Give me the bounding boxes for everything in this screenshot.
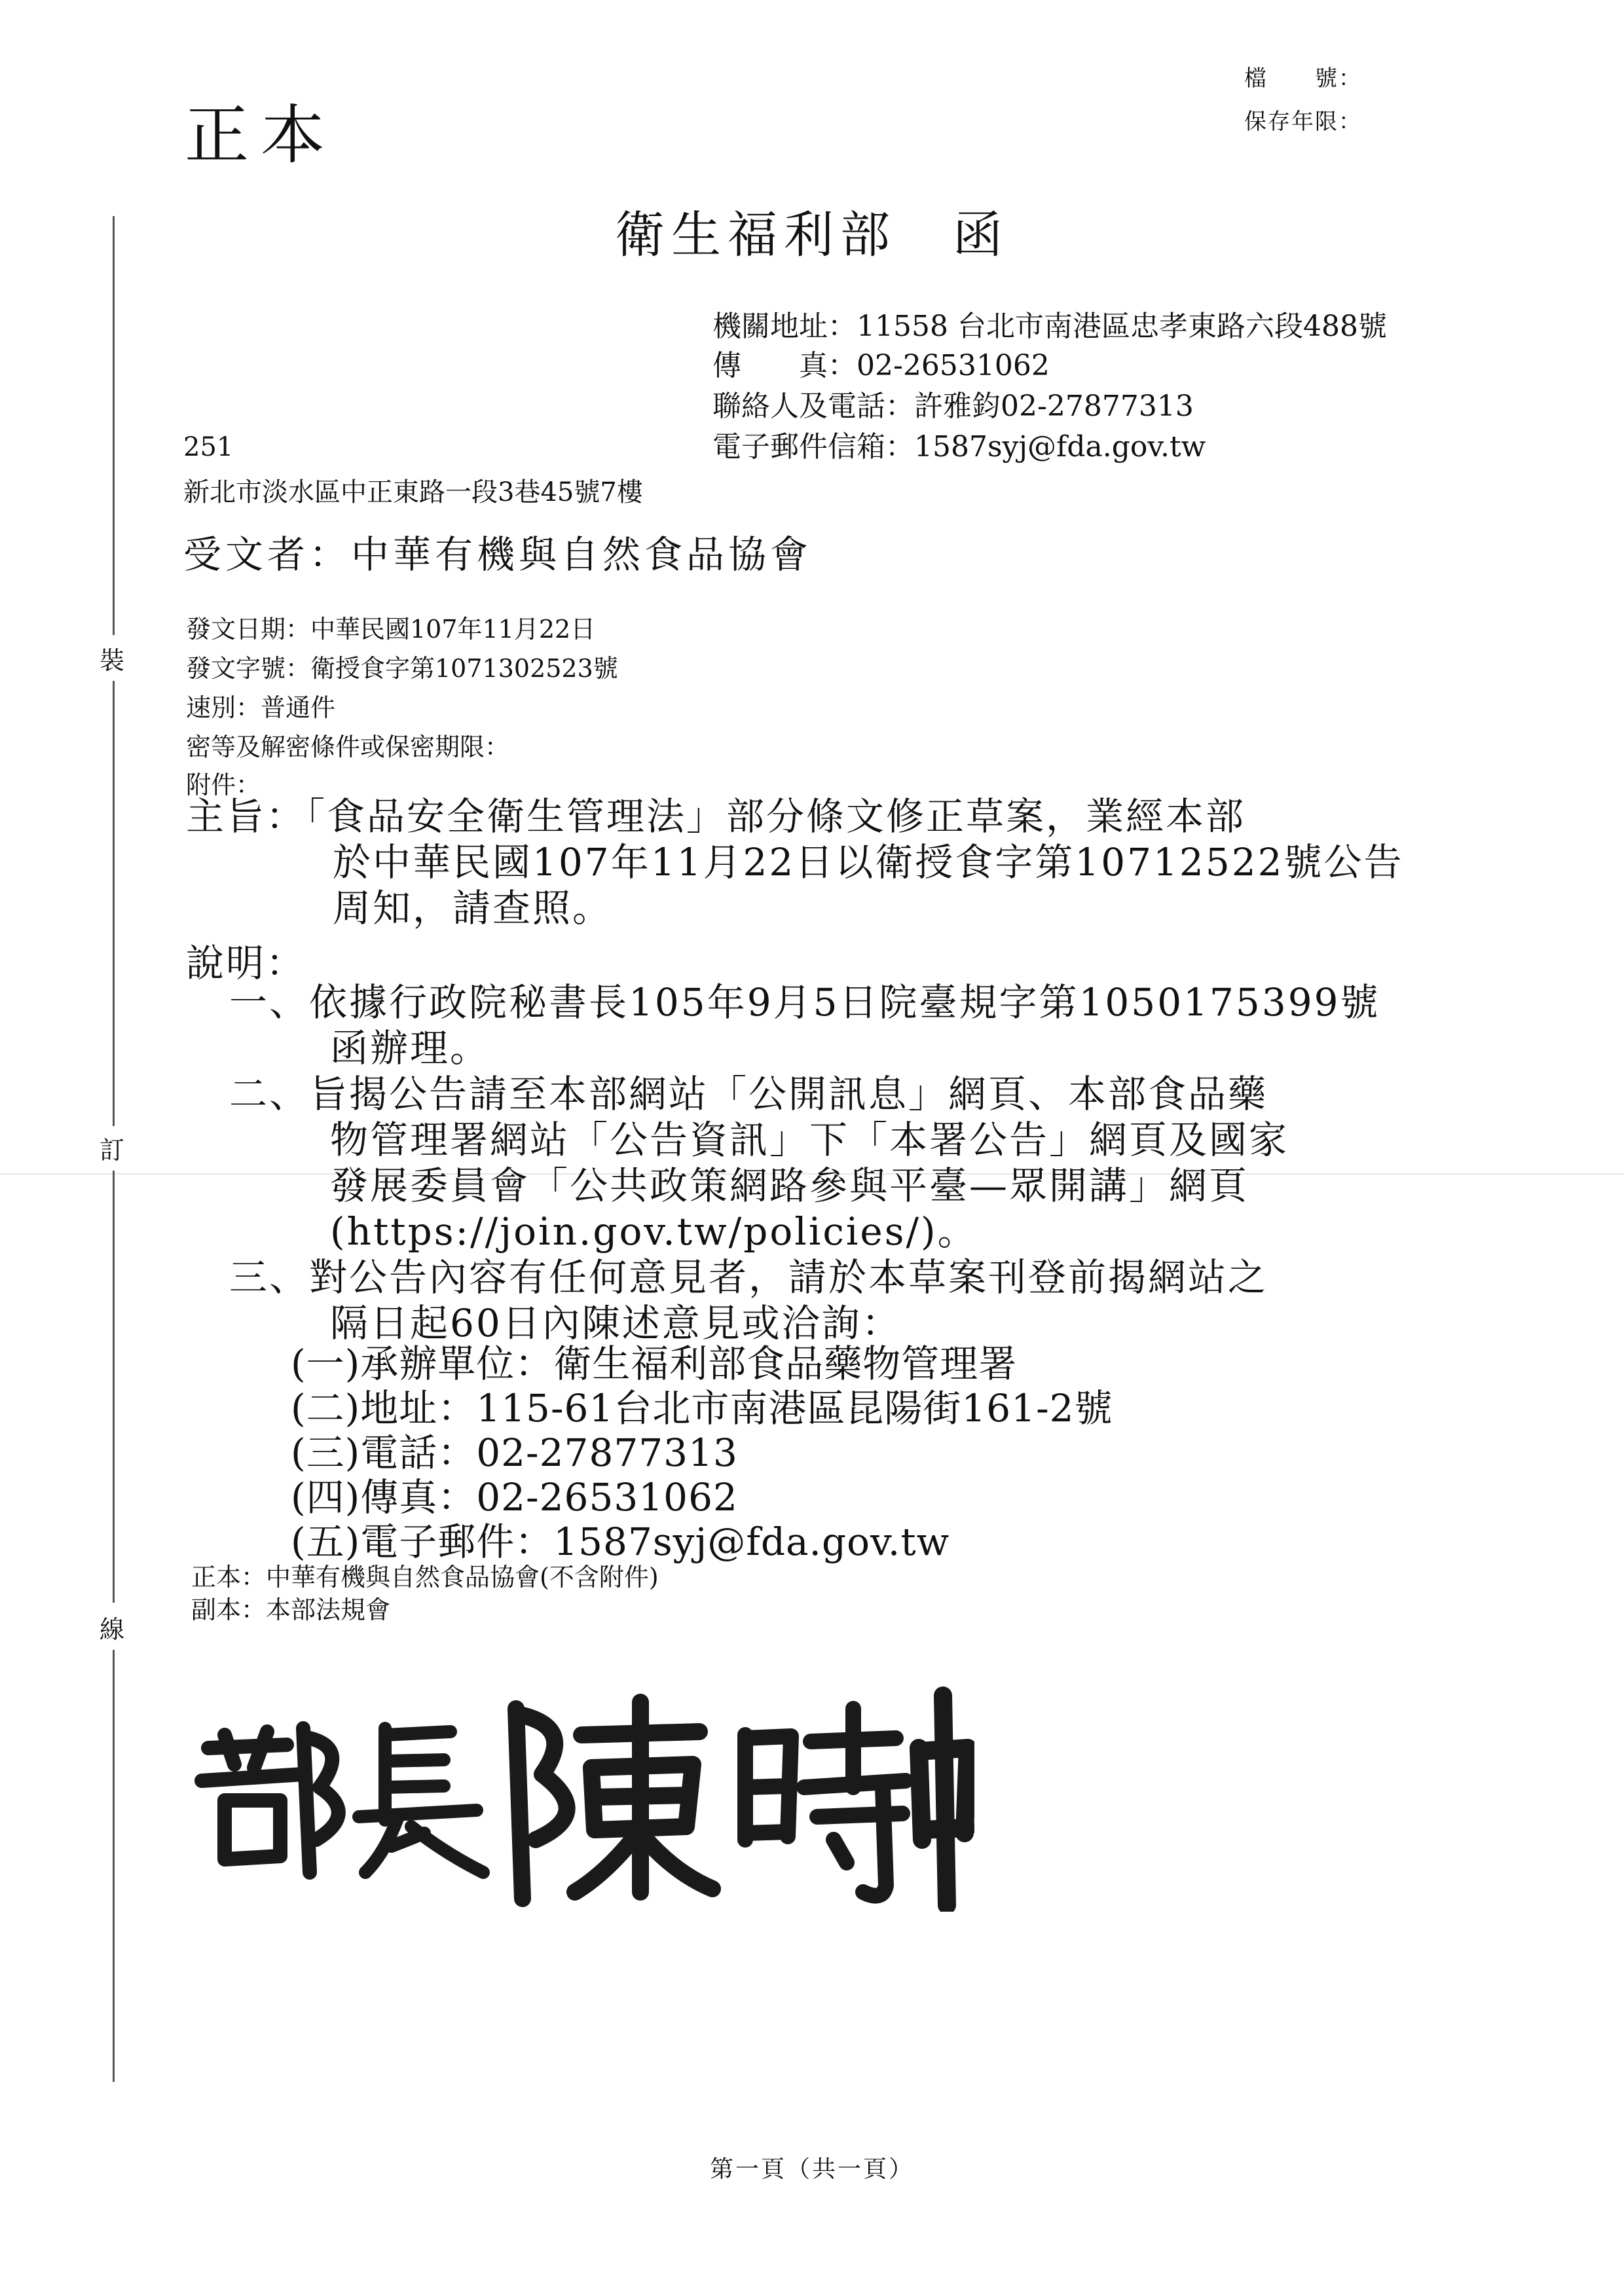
explanation-item-2 — [229, 1071, 1289, 1254]
sender-fax: 傳 真：02-26531062 — [712, 349, 1050, 382]
sender-email: 電子郵件信箱：1587syj@fda.gov.tw — [712, 430, 1206, 464]
issue-date: 發文日期：中華民國107年11月22日 — [186, 615, 596, 644]
binding-char: 裝 — [100, 646, 125, 675]
subject-line: 於中華民國107年11月22日以衛授食字第10712522號公告 — [333, 840, 1404, 884]
item-line: 物管理署網站「公告資訊」下「本署公告」網頁及國家 — [330, 1118, 1289, 1162]
delivery-speed: 速別：普通件 — [186, 693, 336, 722]
issue-number: 發文字號：衛授食字第1071302523號 — [186, 654, 618, 683]
item-line: 發展委員會「公共政策網路參與平臺—眾開講」網頁 — [330, 1163, 1249, 1208]
copy-recipient: 副本：本部法規會 — [191, 1595, 391, 1624]
item-line: (https://join.gov.tw/policies/)。 — [330, 1209, 978, 1254]
binding-char: 訂 — [100, 1136, 125, 1165]
item-line: 一、依據行政院秘書長105年9月5日院臺規字第1050175399號 — [229, 980, 1380, 1025]
archive-number-label: 檔 號： — [1244, 65, 1362, 92]
original-recipient: 正本：中華有機與自然食品協會(不含附件) — [191, 1563, 659, 1592]
secrecy-level: 密等及解密條件或保密期限： — [186, 733, 510, 761]
document-title: 衛生福利部 函 — [615, 206, 1009, 264]
recipient-address: 新北市淡水區中正東路一段3巷45號7樓 — [183, 477, 643, 507]
binding-line-segment — [113, 1171, 115, 1603]
recipient-line: 受文者：中華有機與自然食品協會 — [183, 532, 813, 577]
minister-signature — [189, 1676, 974, 1912]
page-number: 第一頁（共一頁） — [709, 2156, 914, 2183]
binding-line-segment — [113, 1650, 115, 2082]
subject-line: 主旨：「食品安全衛生管理法」部分條文修正草案，業經本部 — [186, 794, 1246, 839]
item-line: 三、對公告內容有任何意見者，請於本草案刊登前揭網站之 — [229, 1255, 1268, 1300]
item-line: 二、旨揭公告請至本部網站「公開訊息」網頁、本部食品藥 — [229, 1072, 1268, 1116]
item-line: 函辦理。 — [330, 1026, 490, 1070]
attachment-label: 附件： — [186, 771, 261, 799]
subject-line: 周知，請查照。 — [333, 886, 613, 930]
contact-subitem: (四)傳真：02-26531062 — [291, 1475, 738, 1520]
explanation-label: 說明： — [186, 941, 306, 985]
item-line: 隔日起60日內陳述意見或洽詢： — [330, 1301, 902, 1345]
sender-address: 機關地址：11558 台北市南港區忠孝東路六段488號 — [712, 310, 1387, 343]
contact-subitem: (五)電子郵件：1587syj@fda.gov.tw — [291, 1520, 950, 1564]
binding-char: 線 — [100, 1615, 125, 1644]
contact-subitem: (三)電話：02-27877313 — [291, 1430, 738, 1475]
sender-contact: 聯絡人及電話：許雅鈞02-27877313 — [712, 390, 1194, 423]
subject-block — [186, 793, 1404, 931]
explanation-item-1 — [229, 979, 1380, 1071]
contact-subitem: (二)地址：115-61台北市南港區昆陽街161-2號 — [291, 1386, 1113, 1430]
original-copy-mark: 正本 — [185, 98, 337, 173]
retention-period-label: 保存年限： — [1244, 109, 1362, 135]
contact-subitem: (一)承辦單位：衛生福利部食品藥物管理署 — [291, 1341, 1018, 1386]
binding-line-segment — [113, 216, 115, 635]
binding-line-segment — [113, 681, 115, 1126]
recipient-zip: 251 — [183, 432, 234, 462]
explanation-item-3 — [229, 1254, 1268, 1346]
